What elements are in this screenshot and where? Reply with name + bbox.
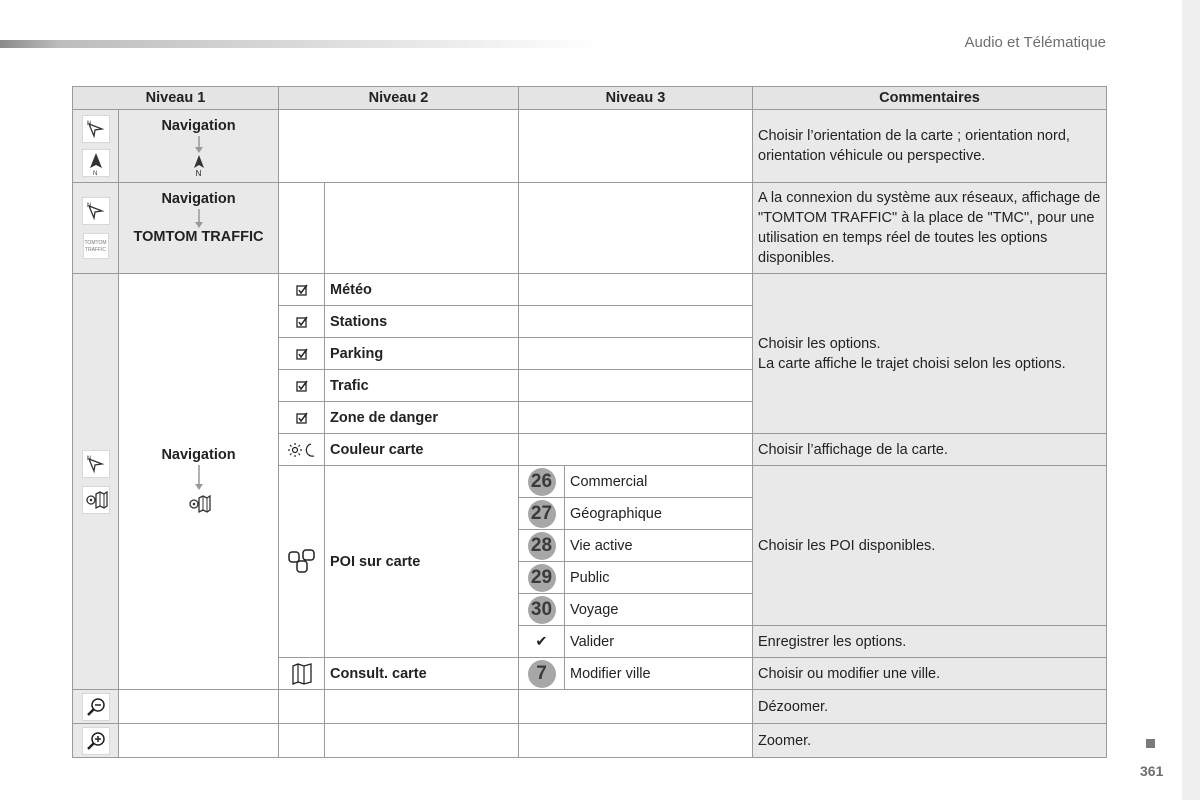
- option-label: Zone de danger: [325, 402, 519, 434]
- category-badge: 27: [528, 500, 556, 528]
- icon-cell: [73, 690, 119, 724]
- comment-cell: Choisir les options. La carte affiche le trajet choisi selon les options.: [753, 274, 1107, 434]
- table-row-orientation: [73, 110, 1107, 183]
- color-label: Couleur carte: [325, 434, 519, 466]
- table-row-zoom-out: [73, 690, 1107, 724]
- svg-text:N: N: [92, 171, 97, 176]
- poi-badge-cell: [519, 562, 565, 594]
- navigation-label: Navigation: [161, 118, 236, 134]
- city-badge-cell: [519, 658, 565, 690]
- navigation-label: Navigation: [161, 191, 236, 207]
- navigation-menu-table: [72, 86, 1107, 758]
- poi-item-label: Vie active: [565, 530, 753, 562]
- navigation-cell: [119, 110, 279, 183]
- navigation-label: Navigation: [161, 446, 236, 463]
- empty-cell: [325, 183, 519, 274]
- north-arrow-icon: [191, 154, 207, 170]
- empty-cell: [519, 690, 753, 724]
- checkbox-checked-icon: [279, 370, 325, 402]
- comment-cell: A la connexion du système aux réseaux, affichage de "TOMTOM TRAFFIC" à la place de "TMC", pour une utilisation en temps réel de toutes les options disponibles.: [753, 183, 1107, 274]
- comment-cell: Dézoomer.: [753, 690, 1107, 724]
- empty-cell: [279, 110, 519, 183]
- empty-cell: [519, 434, 753, 466]
- empty-cell: [279, 183, 325, 274]
- table-header-row: [73, 87, 1107, 110]
- checkbox-checked-icon: [279, 306, 325, 338]
- compass-arrow-icon: [82, 115, 110, 143]
- comment-cell: Choisir l’affichage de la carte.: [753, 434, 1107, 466]
- svg-text:N: N: [86, 121, 91, 127]
- empty-cell: [119, 724, 279, 758]
- map-icon: [279, 658, 325, 690]
- tomtom-traffic-label: TOMTOM TRAFFIC: [133, 229, 264, 245]
- comment-cell: Choisir l’orientation de la carte ; orientation nord, orientation véhicule ou perspective.: [753, 110, 1107, 183]
- empty-cell: [519, 183, 753, 274]
- checkbox-checked-icon: [279, 402, 325, 434]
- category-badge: 28: [528, 532, 556, 560]
- arrow-down-icon: [193, 209, 205, 229]
- poi-item-label: Commercial: [565, 466, 753, 498]
- empty-cell: [325, 724, 519, 758]
- poi-item-label: Géographique: [565, 498, 753, 530]
- compass-arrow-icon: [82, 450, 110, 478]
- arrow-down-icon: [193, 136, 205, 154]
- empty-cell: [519, 724, 753, 758]
- empty-cell: [519, 110, 753, 183]
- zoom-out-icon: [82, 693, 110, 721]
- table-row-zoom-in: [73, 724, 1107, 758]
- empty-cell: [279, 690, 325, 724]
- poi-badge-cell: [519, 594, 565, 626]
- category-badge: 26: [528, 468, 556, 496]
- map-settings-icon: [82, 486, 110, 514]
- poi-badge-cell: [519, 530, 565, 562]
- validate-label: Valider: [565, 626, 753, 658]
- icon-cell: [73, 183, 119, 274]
- table-row-option: [73, 274, 1107, 306]
- option-label: Météo: [325, 274, 519, 306]
- poi-cluster-icon: [279, 466, 325, 658]
- north-arrow-icon: [82, 149, 110, 177]
- consult-label: Consult. carte: [325, 658, 519, 690]
- empty-cell: [119, 690, 279, 724]
- option-label: Trafic: [325, 370, 519, 402]
- header-gradient-bar: [0, 40, 600, 48]
- comment-cell: Zoomer.: [753, 724, 1107, 758]
- option-label: Stations: [325, 306, 519, 338]
- empty-cell: [519, 370, 753, 402]
- poi-badge-cell: [519, 466, 565, 498]
- section-title: Audio et Télématique: [964, 34, 1106, 51]
- consult-item-label: Modifier ville: [565, 658, 753, 690]
- compass-arrow-icon: [82, 197, 110, 225]
- svg-text:N: N: [86, 455, 91, 462]
- navigation-cell: [119, 183, 279, 274]
- empty-cell: [519, 274, 753, 306]
- empty-cell: [519, 402, 753, 434]
- poi-item-label: Voyage: [565, 594, 753, 626]
- comment-cell: Choisir les POI disponibles.: [753, 466, 1107, 626]
- poi-item-label: Public: [565, 562, 753, 594]
- column-header-niveau-1: Niveau 1: [73, 87, 279, 110]
- icon-cell: [73, 724, 119, 758]
- checkbox-checked-icon: [279, 274, 325, 306]
- column-header-niveau-2: Niveau 2: [279, 87, 519, 110]
- comment-cell: Enregistrer les options.: [753, 626, 1107, 658]
- page-marker: [1146, 739, 1155, 748]
- empty-cell: [279, 724, 325, 758]
- poi-label: POI sur carte: [325, 466, 519, 658]
- svg-text:N: N: [86, 203, 91, 209]
- empty-cell: [519, 306, 753, 338]
- navigation-cell: [119, 274, 279, 690]
- poi-badge-cell: [519, 498, 565, 530]
- page-edge-band: [1182, 0, 1200, 800]
- empty-cell: [519, 338, 753, 370]
- column-header-niveau-3: Niveau 3: [519, 87, 753, 110]
- table-row-traffic: [73, 183, 1107, 274]
- north-label: N: [195, 169, 202, 179]
- page-number: 361: [1140, 763, 1164, 779]
- category-badge: 29: [528, 564, 556, 592]
- icon-cell: [73, 274, 119, 690]
- zoom-in-icon: [82, 727, 110, 755]
- option-label: Parking: [325, 338, 519, 370]
- map-settings-icon: [186, 491, 212, 517]
- checkbox-checked-icon: [279, 338, 325, 370]
- category-badge: 7: [528, 660, 556, 688]
- tomtom-traffic-logo: TOMTOM TRAFFIC: [83, 233, 109, 259]
- arrow-down-icon: [193, 465, 205, 491]
- category-badge: 30: [528, 596, 556, 624]
- column-header-commentaires: Commentaires: [753, 87, 1107, 110]
- sun-moon-icon: [279, 434, 325, 466]
- comment-cell: Choisir ou modifier une ville.: [753, 658, 1107, 690]
- checkmark-icon: ✔: [519, 626, 565, 658]
- icon-cell: [73, 110, 119, 183]
- empty-cell: [325, 690, 519, 724]
